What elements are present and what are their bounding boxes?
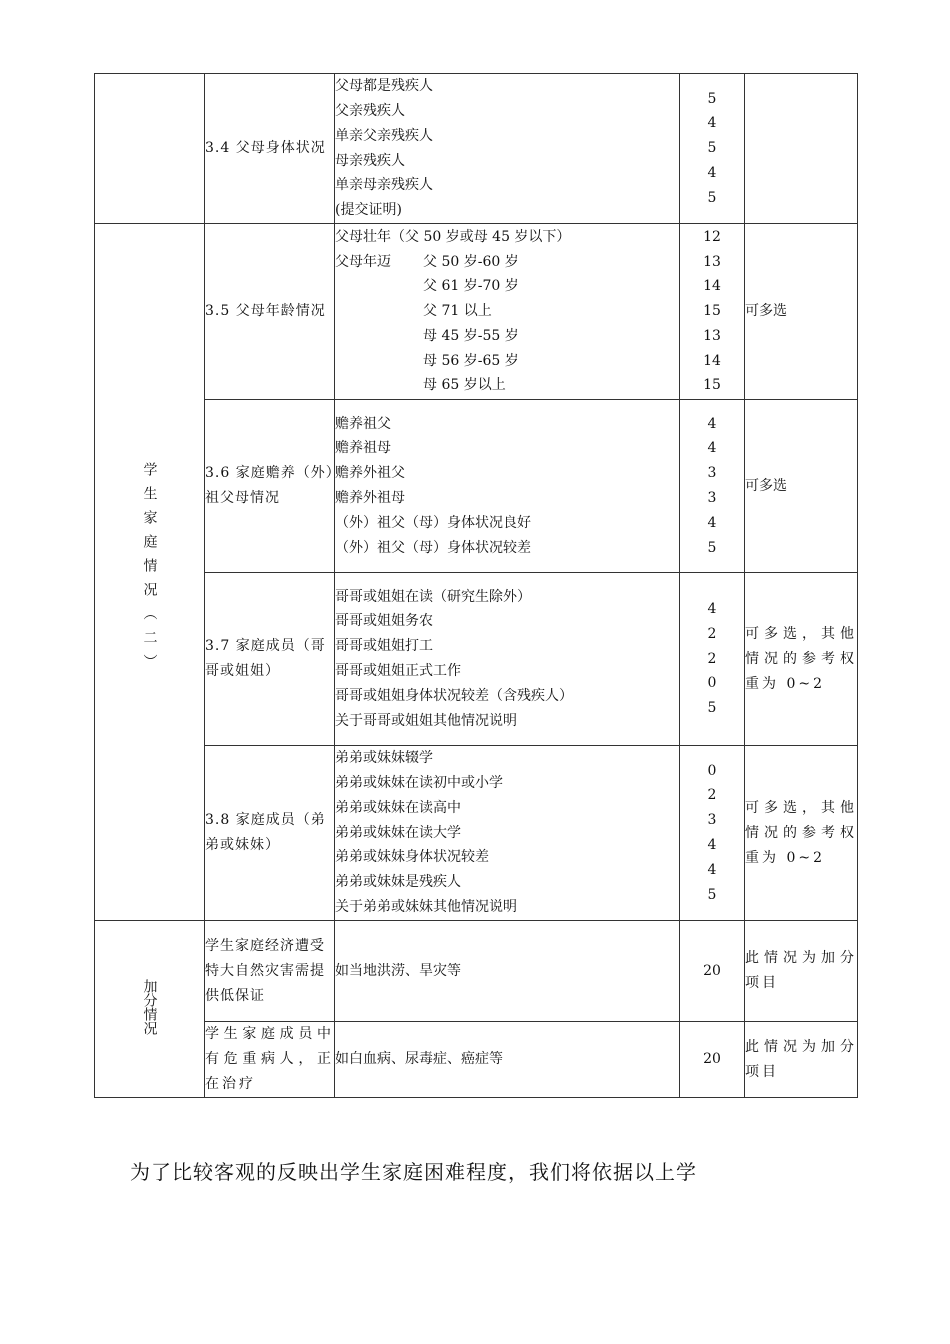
- table-row: [95, 224, 858, 400]
- points-cell: [680, 573, 745, 746]
- points-cell: [680, 1022, 745, 1098]
- option-line: 单亲父亲残疾人: [335, 127, 433, 144]
- option-line: 如当地洪涝、旱灾等: [335, 962, 461, 979]
- category-label: 学生家庭情况（二）: [141, 462, 158, 678]
- points-value: 0: [707, 675, 717, 692]
- points-value: 2: [707, 787, 717, 804]
- option-line: 如白血病、尿毒症、癌症等: [335, 1051, 503, 1068]
- points-value: 20: [703, 962, 721, 979]
- points-value: 3: [707, 490, 717, 506]
- points-cell: [680, 400, 745, 573]
- category-cell-family: [95, 224, 205, 921]
- note-cell: 可多选，其他情况的参考权重为 0~2: [745, 573, 858, 746]
- item-cell: 3.8 家庭成员（弟弟或妹妹）: [205, 746, 335, 921]
- note-cell: 可多选，其他情况的参考权重为 0~2: [745, 746, 858, 921]
- option-line: 弟弟或妹妹在读高中: [335, 799, 461, 816]
- category-cell-bonus: [95, 921, 205, 1098]
- points-value: 4: [707, 861, 717, 878]
- points-value: 4: [707, 514, 717, 531]
- options-cell: [335, 400, 680, 573]
- options-cell: [335, 921, 680, 1022]
- option-line: 母 65 岁以上: [423, 377, 506, 394]
- option-line: 弟弟或妹妹在读大学: [335, 824, 461, 841]
- note-cell: 可多选: [745, 400, 858, 573]
- option-line: 父 61 岁-70 岁: [423, 278, 519, 295]
- option-line: 弟弟或妹妹是残疾人: [335, 874, 461, 891]
- option-line: 父母年迈 父 50 岁-60 岁: [335, 253, 519, 270]
- note-cell: 此情况为加分项目: [745, 921, 858, 1022]
- option-line: 母 56 岁-65 岁: [423, 352, 519, 369]
- note-cell: [745, 74, 858, 224]
- points-value: 4: [707, 837, 717, 853]
- option-line: 父 71 以上: [423, 303, 492, 320]
- item-cell: 3.7 家庭成员（哥哥或姐姐）: [205, 573, 335, 746]
- points-value: 13: [703, 327, 721, 344]
- points-value: 13: [703, 253, 721, 270]
- option-line: 父母壮年（父 50 岁或母 45 岁以下）: [335, 228, 571, 245]
- options-cell: [335, 1022, 680, 1098]
- item-cell: 3.5 父母年龄情况: [205, 224, 335, 400]
- option-line: （外）祖父（母）身体状况良好: [335, 514, 531, 531]
- points-cell: [680, 746, 745, 921]
- table-row: [95, 921, 858, 1022]
- option-line: 赡养外祖母: [335, 490, 405, 506]
- option-line: 哥哥或姐姐身体状况较差（含残疾人）: [335, 687, 573, 704]
- points-value: 4: [707, 601, 717, 617]
- points-value: 4: [707, 415, 717, 432]
- points-value: 4: [707, 115, 717, 132]
- table-row: [95, 573, 858, 746]
- option-line: 哥哥或姐姐在读（研究生除外）: [335, 588, 531, 605]
- points-value: 4: [707, 440, 717, 457]
- option-line: 赡养祖父: [335, 415, 391, 432]
- options-cell: [335, 746, 680, 921]
- options-cell: [335, 573, 680, 746]
- points-value: 5: [707, 90, 717, 107]
- item-cell: 3.4 父母身体状况: [205, 74, 335, 224]
- points-value: 12: [703, 228, 721, 245]
- options-cell: [335, 74, 680, 224]
- points-value: 3: [707, 812, 717, 829]
- points-value: 5: [707, 886, 717, 903]
- option-line: 关于哥哥或姐姐其他情况说明: [335, 712, 517, 729]
- option-line: 母 45 岁-55 岁: [423, 327, 519, 344]
- points-value: 20: [703, 1051, 721, 1068]
- points-cell: [680, 74, 745, 224]
- points-value: 15: [703, 303, 721, 320]
- note-cell: 可多选: [745, 224, 858, 400]
- table-row: [95, 1022, 858, 1098]
- points-value: 15: [703, 377, 721, 394]
- note-cell: 此情况为加分项目: [745, 1022, 858, 1098]
- option-line: 弟弟或妹妹在读初中或小学: [335, 775, 503, 791]
- table-row: [95, 74, 858, 224]
- item-cell: 学生家庭经济遭受特大自然灾害需提供低保证: [205, 921, 335, 1022]
- points-value: 5: [707, 700, 717, 717]
- option-line: 母亲残疾人: [335, 152, 405, 169]
- points-value: 4: [707, 164, 717, 181]
- item-cell: 学生家庭成员中有危重病人，正在治疗: [205, 1022, 335, 1098]
- points-value: 5: [707, 189, 717, 206]
- points-cell: [680, 921, 745, 1022]
- option-line: 父亲残疾人: [335, 102, 405, 119]
- option-line: 弟弟或妹妹身体状况较差: [335, 849, 489, 866]
- option-line: 单亲母亲残疾人: [335, 177, 433, 194]
- points-value: 0: [707, 762, 717, 779]
- scoring-table: [94, 73, 858, 1098]
- points-value: 14: [703, 278, 721, 295]
- points-value: 2: [707, 650, 717, 667]
- options-cell: [335, 224, 680, 400]
- points-cell: [680, 224, 745, 400]
- option-line: 父母都是残疾人: [335, 78, 433, 95]
- table-row: [95, 400, 858, 573]
- points-value: 5: [707, 140, 717, 157]
- points-value: 5: [707, 539, 717, 556]
- category-label: 加分情况: [141, 979, 158, 1035]
- points-value: 2: [707, 625, 717, 642]
- category-cell-empty: [95, 74, 205, 224]
- option-line: 赡养祖母: [335, 440, 391, 457]
- body-paragraph: 为了比较客观的反映出学生家庭困难程度，我们将依据以上学: [130, 1160, 697, 1184]
- option-line: 赡养外祖父: [335, 465, 405, 482]
- points-value: 3: [707, 465, 717, 482]
- option-line: 弟弟或妹妹辍学: [335, 750, 433, 767]
- points-value: 14: [703, 352, 721, 369]
- option-line: 哥哥或姐姐正式工作: [335, 663, 461, 679]
- option-line: 哥哥或姐姐务农: [335, 613, 433, 630]
- option-line: (提交证明): [335, 202, 402, 219]
- option-line: 哥哥或姐姐打工: [335, 638, 433, 655]
- option-line: 关于弟弟或妹妹其他情况说明: [335, 898, 517, 915]
- item-cell: 3.6 家庭赡养（外）祖父母情况: [205, 400, 335, 573]
- option-line: （外）祖父（母）身体状况较差: [335, 539, 531, 556]
- table-row: [95, 746, 858, 921]
